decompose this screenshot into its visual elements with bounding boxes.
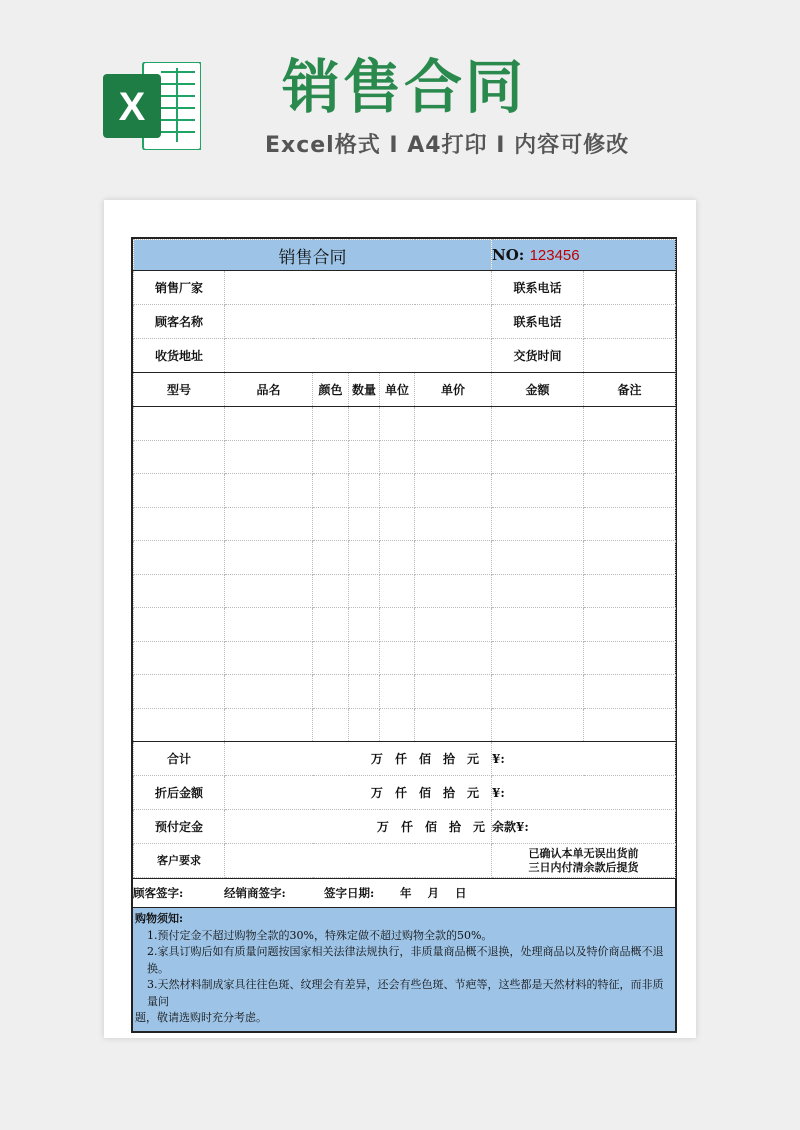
item-cell[interactable] — [584, 407, 676, 441]
item-cell[interactable] — [492, 708, 584, 742]
amount-in-words[interactable]: 万 仟 佰 拾 元 — [225, 776, 492, 810]
logo-letter: X — [118, 85, 146, 129]
customer-request-row — [134, 844, 676, 878]
item-cell[interactable] — [134, 574, 225, 608]
info-value-cell[interactable] — [584, 305, 676, 339]
column-header: 品名 — [225, 373, 313, 407]
item-rows — [134, 407, 676, 742]
item-cell[interactable] — [134, 675, 225, 709]
notice-item-continued: 题，敬请选购时充分考虑。 — [135, 1011, 267, 1024]
item-cell[interactable] — [225, 440, 313, 474]
purchase-notice — [133, 908, 675, 1031]
signature-date-label: 签字日期: — [324, 879, 398, 908]
item-cell[interactable] — [415, 608, 492, 642]
item-cell[interactable] — [313, 708, 349, 742]
column-header: 数量 — [349, 373, 380, 407]
info-label: 顾客名称 — [134, 305, 225, 339]
notice-item: 3.天然材料制成家具往往色斑、纹理会有差异，还会有些色斑、节疤等，这些都是天然材料的特征，而非质量问 — [147, 978, 664, 1008]
customer-request-note: 已确认本单无误出货前 三日内付清余款后提货 — [492, 844, 676, 878]
info-value-cell[interactable] — [584, 271, 676, 305]
item-cell[interactable] — [380, 708, 415, 742]
item-cell[interactable] — [134, 541, 225, 575]
notice-item: 2.家具订购后如有质量问题按国家相关法律法规执行，非质量商品概不退换，处理商品以及特价商品概不退换。 — [147, 945, 664, 975]
item-cell[interactable] — [349, 474, 380, 508]
item-cell[interactable] — [492, 675, 584, 709]
item-cell[interactable] — [134, 474, 225, 508]
total-label: 预付定金 — [134, 810, 225, 844]
item-cell[interactable] — [349, 708, 380, 742]
item-cell[interactable] — [492, 407, 584, 441]
item-cell[interactable] — [415, 675, 492, 709]
item-cell[interactable] — [313, 440, 349, 474]
item-cell[interactable] — [349, 541, 380, 575]
item-cell[interactable] — [492, 641, 584, 675]
item-cell[interactable] — [415, 708, 492, 742]
document-title: 销售合同 — [134, 240, 492, 271]
column-header: 备注 — [584, 373, 676, 407]
contract-table — [133, 239, 676, 878]
item-cell[interactable] — [584, 641, 676, 675]
item-cell[interactable] — [584, 608, 676, 642]
item-cell[interactable] — [349, 407, 380, 441]
order-number — [492, 240, 676, 271]
banner-title: 销售合同 — [282, 53, 527, 121]
item-cell[interactable] — [584, 507, 676, 541]
table-row — [134, 608, 676, 642]
item-cell[interactable] — [225, 641, 313, 675]
total-label: 合计 — [134, 742, 225, 776]
table-row — [134, 675, 676, 709]
item-cell[interactable] — [380, 407, 415, 441]
item-cell[interactable] — [134, 507, 225, 541]
item-cell[interactable] — [380, 474, 415, 508]
contract-form — [131, 237, 677, 1033]
item-cell[interactable] — [313, 574, 349, 608]
info-label: 交货时间 — [492, 339, 584, 373]
table-row — [134, 641, 676, 675]
item-cell[interactable] — [415, 440, 492, 474]
table-row — [134, 574, 676, 608]
item-cell[interactable] — [313, 675, 349, 709]
item-cell[interactable] — [225, 675, 313, 709]
item-cell[interactable] — [415, 641, 492, 675]
info-row — [134, 271, 676, 305]
table-row — [134, 407, 676, 441]
info-value-cell[interactable] — [225, 305, 492, 339]
item-cell[interactable] — [584, 675, 676, 709]
item-cell[interactable] — [380, 675, 415, 709]
item-cell[interactable] — [415, 507, 492, 541]
banner-subtitle: Excel格式 I A4打印 I 内容可修改 — [265, 133, 630, 158]
item-cell[interactable] — [349, 440, 380, 474]
info-label: 收货地址 — [134, 339, 225, 373]
item-cell[interactable] — [225, 474, 313, 508]
item-cell[interactable] — [415, 474, 492, 508]
deposit-row — [134, 810, 676, 844]
item-cell[interactable] — [225, 407, 313, 441]
item-cell[interactable] — [492, 440, 584, 474]
item-cell[interactable] — [313, 541, 349, 575]
document-page — [104, 200, 696, 1038]
signature-row — [133, 879, 675, 908]
item-cell[interactable] — [225, 574, 313, 608]
item-cell[interactable] — [134, 440, 225, 474]
signature-date[interactable]: 年 月 日 — [398, 879, 675, 908]
notice-title: 购物须知: — [135, 912, 184, 925]
info-label: 联系电话 — [492, 271, 584, 305]
table-row — [134, 440, 676, 474]
info-label: 联系电话 — [492, 305, 584, 339]
table-row — [134, 708, 676, 742]
item-cell[interactable] — [225, 541, 313, 575]
item-cell[interactable] — [380, 574, 415, 608]
amount-yuan[interactable]: ¥: — [492, 776, 676, 810]
info-value-cell[interactable] — [225, 271, 492, 305]
item-cell[interactable] — [349, 507, 380, 541]
item-cell[interactable] — [225, 608, 313, 642]
info-value-cell[interactable] — [225, 339, 492, 373]
item-cell[interactable] — [134, 708, 225, 742]
item-cell[interactable] — [380, 641, 415, 675]
column-header-row — [134, 373, 676, 407]
item-cell[interactable] — [134, 641, 225, 675]
item-cell[interactable] — [492, 507, 584, 541]
item-cell[interactable] — [415, 574, 492, 608]
item-cell[interactable] — [584, 440, 676, 474]
item-cell[interactable] — [313, 608, 349, 642]
item-cell[interactable] — [584, 541, 676, 575]
item-cell[interactable] — [313, 507, 349, 541]
column-header: 型号 — [134, 373, 225, 407]
order-number-label: NO: — [492, 246, 525, 264]
item-cell[interactable] — [380, 541, 415, 575]
amount-in-words[interactable]: 万 仟 佰 拾 元 — [225, 742, 492, 776]
item-cell[interactable] — [584, 474, 676, 508]
total-row — [134, 742, 676, 776]
header-row — [134, 240, 676, 271]
item-cell[interactable] — [415, 541, 492, 575]
amount-yuan[interactable]: ¥: — [492, 742, 676, 776]
column-header: 颜色 — [313, 373, 349, 407]
column-header: 单位 — [380, 373, 415, 407]
info-value-cell[interactable] — [584, 339, 676, 373]
total-label: 折后金额 — [134, 776, 225, 810]
item-cell[interactable] — [380, 507, 415, 541]
item-cell[interactable] — [225, 708, 313, 742]
item-cell[interactable] — [415, 407, 492, 441]
item-cell[interactable] — [584, 708, 676, 742]
excel-logo-icon — [103, 62, 201, 150]
customer-signature[interactable]: 顾客签字: — [133, 879, 224, 908]
item-cell[interactable] — [313, 474, 349, 508]
item-cell[interactable] — [349, 675, 380, 709]
item-cell[interactable] — [313, 407, 349, 441]
dealer-signature[interactable]: 经销商签字: — [224, 879, 324, 908]
item-cell[interactable] — [349, 608, 380, 642]
discount-row — [134, 776, 676, 810]
notice-item: 1.预付定金不超过购物全款的30%，特殊定做不超过购物全款的50%。 — [147, 928, 493, 942]
signature-table — [133, 878, 675, 908]
item-cell[interactable] — [349, 574, 380, 608]
info-row — [134, 339, 676, 373]
column-header: 金额 — [492, 373, 584, 407]
item-cell[interactable] — [313, 641, 349, 675]
info-label: 销售厂家 — [134, 271, 225, 305]
item-cell[interactable] — [492, 608, 584, 642]
table-row — [134, 541, 676, 575]
table-row — [134, 507, 676, 541]
table-row — [134, 474, 676, 508]
customer-request-label: 客户要求 — [134, 844, 225, 878]
order-number-value: 123456 — [529, 247, 580, 264]
info-row — [134, 305, 676, 339]
item-cell[interactable] — [380, 608, 415, 642]
item-cell[interactable] — [584, 574, 676, 608]
balance-yuan[interactable]: 余款¥: — [492, 810, 676, 844]
item-cell[interactable] — [134, 608, 225, 642]
item-cell[interactable] — [492, 574, 584, 608]
item-cell[interactable] — [492, 474, 584, 508]
item-cell[interactable] — [380, 440, 415, 474]
column-header: 单价 — [415, 373, 492, 407]
item-cell[interactable] — [349, 641, 380, 675]
item-cell[interactable] — [134, 407, 225, 441]
item-cell[interactable] — [225, 507, 313, 541]
item-cell[interactable] — [492, 541, 584, 575]
amount-in-words[interactable]: 万 仟 佰 拾 元 — [225, 810, 492, 844]
customer-request-value[interactable] — [225, 844, 492, 878]
